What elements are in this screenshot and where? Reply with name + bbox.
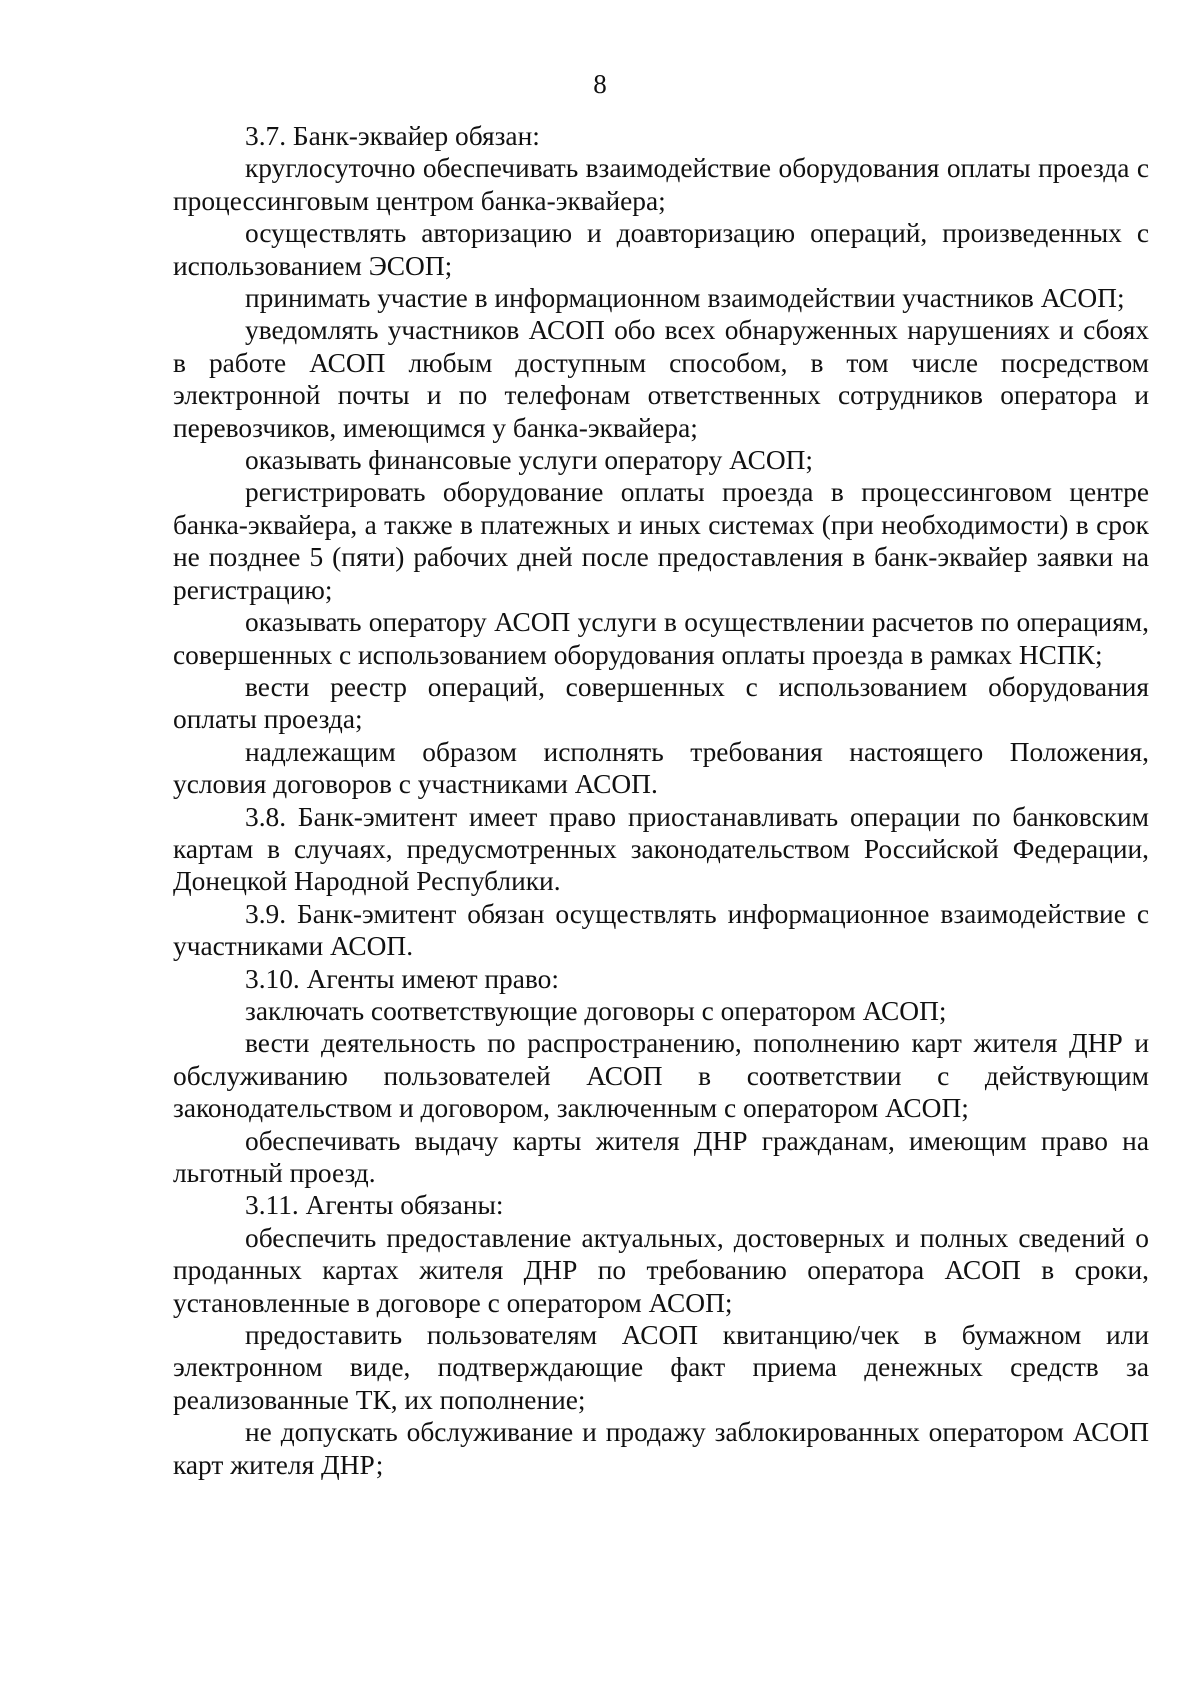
paragraph: надлежащим образом исполнять требования настоящего Положения, условия договоров с участниками АСОП.	[173, 736, 1149, 800]
paragraph: не допускать обслуживание и продажу заблокированных оператором АСОП карт жителя ДНР;	[173, 1417, 1149, 1480]
paragraph-3-10-heading: 3.10. Агенты имеют право:	[245, 963, 559, 994]
paragraph-3-7-heading: 3.7. Банк-эквайер обязан:	[245, 121, 540, 151]
paragraph: обеспечивать выдачу карты жителя ДНР гражданам, имеющим право на льготный проезд.	[173, 1125, 1149, 1188]
paragraph-3-8: 3.8. Банк-эмитент имеет право приостанавливать операции по банковским картам в случаях, предусмотренных законодательством Российской Федерации, Донецкой Народной Республики.	[173, 801, 1149, 897]
paragraph: вести деятельность по распространению, пополнению карт жителя ДНР и обслуживанию пользователей АСОП в соответствии с действующим законодательством и договором, заключенным с оператором АСОП;	[173, 1028, 1149, 1124]
paragraph: принимать участие в информационном взаимодействии участников АСОП;	[245, 283, 1125, 314]
paragraph: регистрировать оборудование оплаты проезда в процессинговом центре банка-эквайера, а также в платежных и иных системах (при необходимости) в срок не позднее 5 (пяти) рабочих дней после предоставления в банк-эквайер заявки на регистрацию;	[173, 477, 1149, 605]
paragraph: заключать соответствующие договоры с оператором АСОП;	[245, 995, 947, 1026]
paragraph: осуществлять авторизацию и доавторизацию операций, произведенных с использованием ЭСОП;	[173, 218, 1149, 281]
paragraph: предоставить пользователям АСОП квитанцию/чек в бумажном или электронном виде, подтверждающие факт приема денежных средств за реализованные ТК, их пополнение;	[173, 1320, 1149, 1415]
paragraph: вести реестр операций, совершенных с использованием оборудования оплаты проезда;	[173, 671, 1149, 735]
paragraph-3-11-heading: 3.11. Агенты обязаны:	[245, 1190, 504, 1221]
paragraph: обеспечить предоставление актуальных, достоверных и полных сведений о проданных картах жителя ДНР по требованию оператора АСОП в сроки, установленные в договоре с оператором АСОП;	[173, 1222, 1149, 1318]
paragraph: оказывать финансовые услуги оператору АСОП;	[245, 445, 814, 476]
page-number: 8	[593, 69, 607, 99]
document-body	[173, 120, 1149, 1481]
paragraph: круглосуточно обеспечивать взаимодействие оборудования оплаты проезда с процессинговым центром банка-эквайера;	[173, 153, 1149, 216]
paragraph: уведомлять участников АСОП обо всех обнаруженных нарушениях и сбоях в работе АСОП любым доступным способом, в том числе посредством электронной почты и по телефонам ответственных сотрудников оператора и перевозчиков, имеющимся у банка-эквайера;	[173, 315, 1149, 443]
paragraph: оказывать оператору АСОП услуги в осуществлении расчетов по операциям, совершенных с использованием оборудования оплаты проезда в рамках НСПК;	[173, 607, 1149, 670]
paragraph-3-9: 3.9. Банк-эмитент обязан осуществлять информационное взаимодействие с участниками АСОП.	[173, 898, 1149, 962]
